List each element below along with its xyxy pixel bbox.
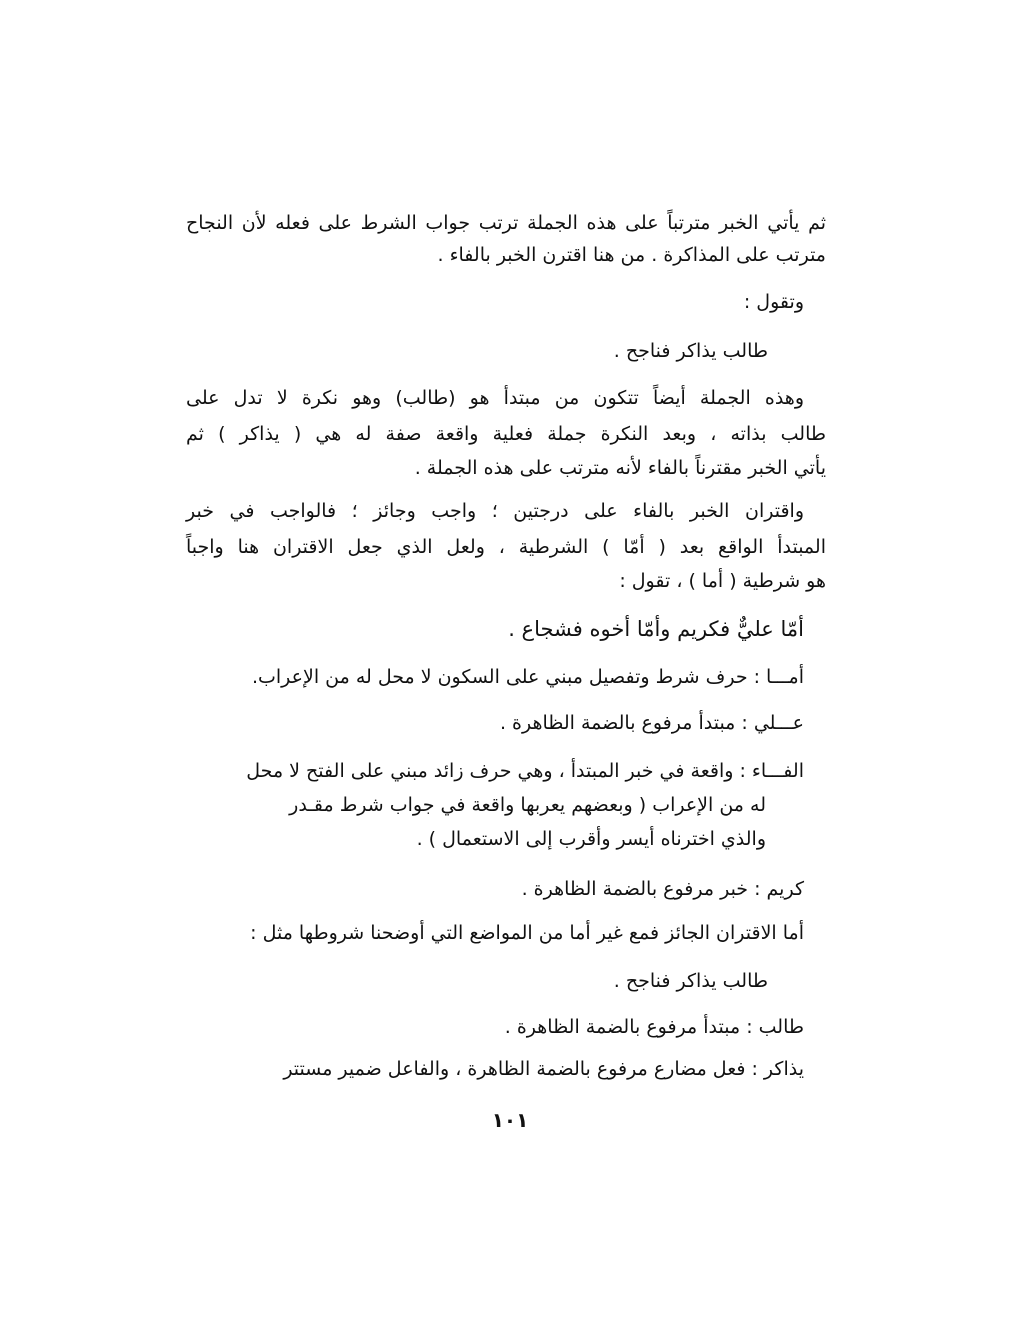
- text-line-10: هو شرطية ( أما ) ، تقول :: [619, 570, 826, 592]
- text-line-6: طالب بذاته ، وبعد النكرة جملة فعلية واقعة صفة له هي ( يذاكر ) ثم: [186, 423, 826, 445]
- text-line-1: ثم يأتي الخبر مترتباً على هذه الجملة ترتب جواب الشرط على فعله لأن النجاح: [186, 212, 826, 234]
- text-line-7: يأتي الخبر مقترناً بالفاء لأنه مترتب على هذه الجملة .: [414, 457, 826, 479]
- example-sentence-2: أمّا عليٌّ فكريم وأمّا أخوه فشجاع .: [508, 617, 804, 641]
- parsing-fa: الفـــاء : واقعة في خبر المبتدأ ، وهي حرف زائد مبني على الفتح لا محل: [246, 760, 804, 782]
- parsing-ali: عـــلي : مبتدأ مرفوع بالضمة الظاهرة .: [499, 712, 804, 734]
- page-number: ١٠١: [491, 1108, 529, 1132]
- example-sentence-3: طالب يذاكر فناجح .: [613, 970, 768, 992]
- text-line-8: واقتران الخبر بالفاء على درجتين ؛ واجب وجائز ؛ فالواجب في خبر: [186, 500, 804, 522]
- example-sentence-1: طالب يذاكر فناجح .: [613, 340, 768, 362]
- parsing-fa-cont-2: والذي اخترناه أيسر وأقرب إلى الاستعمال ) .: [416, 828, 766, 850]
- parsing-talib: طالب : مبتدأ مرفوع بالضمة الظاهرة .: [504, 1016, 804, 1038]
- parsing-amma: أمـــا : حرف شرط وتفصيل مبني على السكون لا محل له من الإعراب.: [251, 666, 804, 688]
- text-line-3: وتقول :: [743, 291, 804, 313]
- parsing-karim: كريم : خبر مرفوع بالضمة الظاهرة .: [521, 878, 804, 900]
- text-line-9: المبتدأ الواقع بعد ( أمّا ) الشرطية ، ولعل الذي جعل الاقتران هنا واجباً: [186, 536, 826, 558]
- parsing-yudhakir: يذاكر : فعل مضارع مرفوع بالضمة الظاهرة ، والفاعل ضمير مستتر: [283, 1058, 804, 1080]
- text-line-2: مترتب على المذاكرة . من هنا اقترن الخبر بالفاء .: [437, 244, 826, 266]
- text-line-5: وهذه الجملة أيضاً تتكون من مبتدأ هو (طالب) وهو نكرة لا تدل على: [186, 387, 804, 409]
- parsing-fa-cont-1: له من الإعراب ( وبعضهم يعربها واقعة في جواب شرط مقـدر: [289, 794, 766, 816]
- text-line-optional: أما الاقتران الجائز فمع غير أما من المواضع التي أوضحنا شروطها مثل :: [250, 922, 804, 944]
